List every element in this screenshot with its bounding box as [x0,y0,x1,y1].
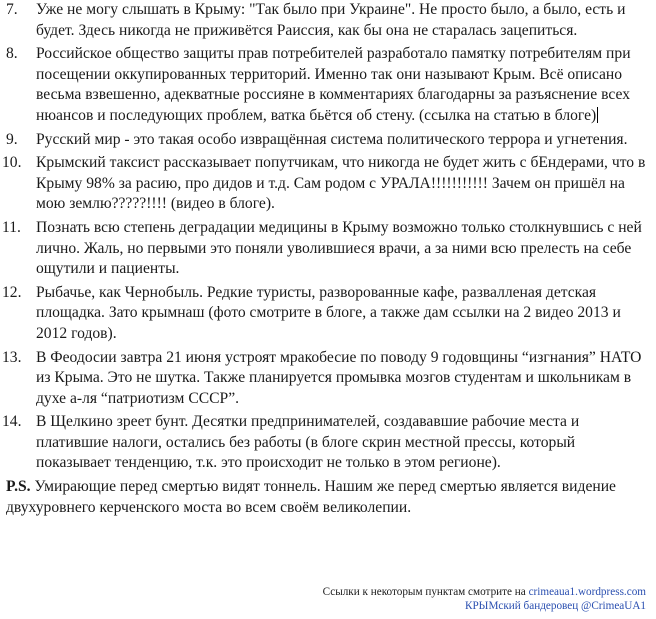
postscript-text: Умирающие перед смертью видят тоннель. Нашим же перед смертью является видение двухуровнего керченского моста во всем своём великолепии. [6,478,616,516]
author-signature: КРЫМский бандеровец @CrimeaUA1 [465,600,646,612]
list-item-text: В Феодосии завтра 21 июня устроят мракобесие по поводу 9 годовщины “изгнания” НАТО из Крыма. Это не шутка. Также планируется промывка мозгов студентам и школьникам в духе а-ля “патриотизм СССР”. [36,348,642,407]
list-item-text: Уже не могу слышать в Крыму: "Так было при Украине". Не просто было, а было, есть и будет. Здесь никогда не приживётся Раиссия, как бы она не старалась зацепиться. [36,1,626,39]
list-item-text: Познать всю степень деградации медицины в Крыму возможно только столкнувшись с ней лично. Жаль, но первыми это поняли уволившиеся врачи, а за ними всю прелесть на себе ощутили и пациенты. [36,218,642,278]
list-item-7 [6,0,650,41]
list-item-number: 13. [2,348,22,366]
list-item-number: 11. [2,218,21,236]
document-body [2,0,650,518]
list-item-12 [2,283,650,345]
list-item-text: Рыбачье, как Чернобыль. Редкие туристы, разворованные кафе, развалленая детская площадка. Зато крымнаш (фото смотрите в блоге, а также дам ссылки на 2 видео 2013 и 2012 годов). [36,283,621,342]
list-item-number: 14. [2,413,22,431]
list-item-number: 8. [6,45,18,63]
list-item-text: Русский мир - это такая особо извращённая система политического террора и угнетения. [36,130,628,148]
list-item-number: 10. [2,154,22,172]
list-item-number: 7. [6,1,18,18]
footer [323,585,646,613]
postscript-label: P.S. [6,478,31,496]
list-item-number: 9. [6,130,18,148]
blog-link[interactable]: crimeaua1.wordpress.com [528,586,646,598]
list-item-13 [2,348,650,410]
list-item-text: В Щелкино зреет бунт. Десятки предпринимателей, создававшие рабочие места и платившие налоги, остались без работы (в блоге скрин местной прессы, который показывает тенденцию, т.к. это происходит не только в этом регионе). [36,413,580,472]
list-item-10 [2,153,650,215]
footer-prefix: Ссылки к некоторым пунктам смотрите на [322,586,529,598]
list-item-8 [6,44,650,126]
list-item-number: 12. [2,283,22,301]
numbered-list [2,0,650,474]
text-cursor [597,107,598,123]
list-item-text: Российское общество защиты прав потребителей разработало памятку потребителям при посещении оккупированных территорий. Именно так они называют Крым. Всё описано весьма взвешенно, адекватные россияне в комментариях благодарны за разъяснение всех нюансов и последующих проблем, ватка бьётся об стену. (ссылка на статью в блоге) [36,45,631,124]
list-item-9 [6,130,650,151]
list-item-text: Крымский таксист рассказывает попутчикам, что никогда не будет жить с бЕндерами, что в Крыму 98% за расию, про дидов и т.д. Сам родом с УРАЛА!!!!!!!!!!! Зачем он пришёл на мою землю?????!!!! (видео в блоге). [36,154,646,213]
postscript [6,477,650,518]
list-item-14 [2,412,650,474]
footer-links-line [323,585,646,599]
list-item-11 [2,218,650,280]
